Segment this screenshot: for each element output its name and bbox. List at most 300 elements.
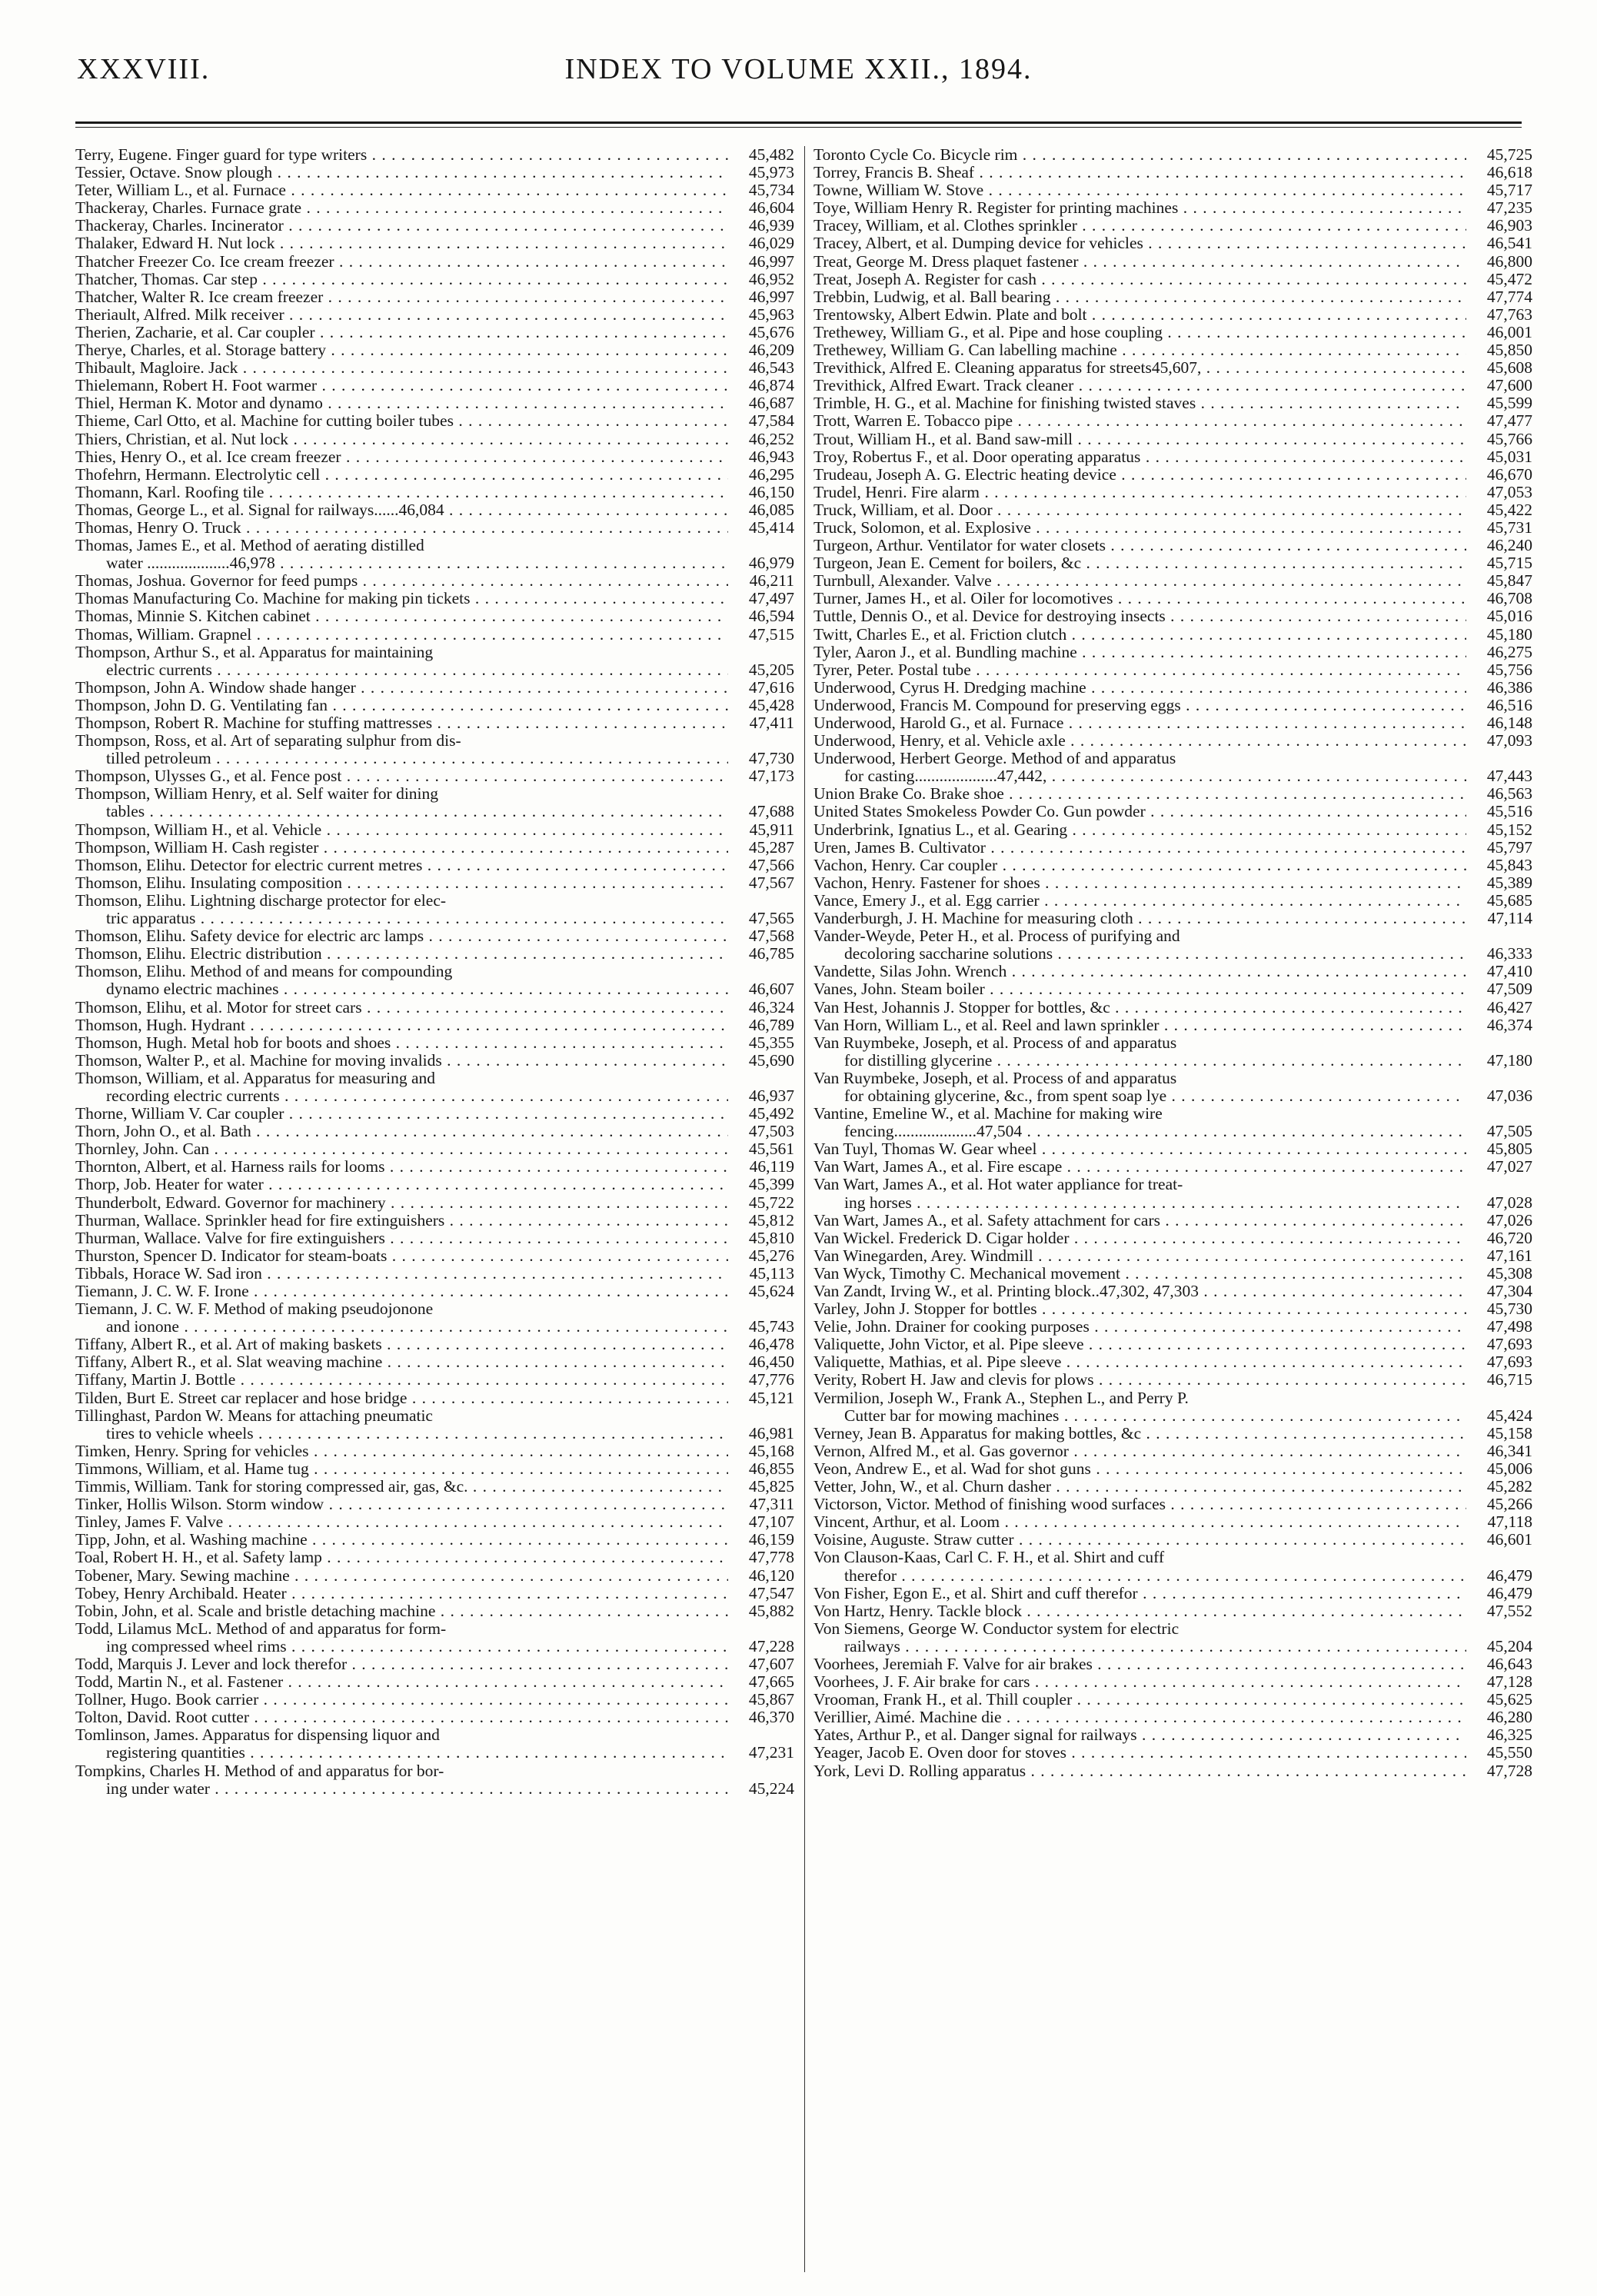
patent-number: 45,805 bbox=[1466, 1140, 1532, 1158]
patent-number: 47,567 bbox=[728, 874, 794, 892]
patent-number: 47,688 bbox=[728, 803, 794, 820]
patent-number: 47,180 bbox=[1466, 1052, 1532, 1070]
index-entry bbox=[75, 1247, 794, 1265]
index-entry bbox=[813, 164, 1532, 181]
patent-number: 45,152 bbox=[1466, 821, 1532, 839]
patent-number: 46,275 bbox=[1466, 644, 1532, 661]
index-entry bbox=[813, 1513, 1532, 1531]
index-entry bbox=[75, 999, 794, 1017]
patent-number: 46,159 bbox=[728, 1531, 794, 1549]
patent-number: 45,424 bbox=[1466, 1407, 1532, 1425]
index-entry-text: Theriault, Alfred. Milk receiver . . . bbox=[75, 306, 728, 324]
index-entry bbox=[813, 1158, 1532, 1176]
index-entry-continuation: electric currents . . . bbox=[106, 661, 728, 679]
index-entry bbox=[813, 324, 1532, 341]
index-entry bbox=[813, 910, 1532, 927]
index-entry-text: Van Horn, William L., et al. Reel and lawn sprinkler . . . bbox=[813, 1017, 1466, 1034]
index-entry bbox=[813, 1726, 1532, 1744]
patent-number: 47,026 bbox=[1466, 1212, 1532, 1230]
index-entry bbox=[813, 253, 1532, 271]
index-entry bbox=[813, 537, 1532, 554]
index-entry bbox=[813, 1140, 1532, 1158]
patent-number: 45,722 bbox=[728, 1194, 794, 1212]
index-entry-text: Van Wickel. Frederick D. Cigar holder . . . bbox=[813, 1230, 1466, 1247]
patent-number: 47,509 bbox=[1466, 980, 1532, 998]
patent-number: 46,120 bbox=[728, 1567, 794, 1585]
index-entry-text: Tiffany, Martin J. Bottle . . . bbox=[75, 1371, 728, 1389]
index-entry bbox=[75, 554, 794, 572]
patent-number: 45,825 bbox=[728, 1478, 794, 1496]
index-entry bbox=[75, 1034, 794, 1052]
patent-number: 46,874 bbox=[728, 377, 794, 394]
index-entry-text: Trudel, Henri. Fire alarm . . . bbox=[813, 484, 1466, 501]
index-entry-first-line: Van Ruymbeke, Joseph, et al. Process of and apparatus bbox=[813, 1069, 1177, 1087]
index-entry bbox=[75, 288, 794, 306]
index-entry-text: Thompson, William H., et al. Vehicle . . . bbox=[75, 821, 728, 839]
patent-number: 45,766 bbox=[1466, 431, 1532, 448]
patent-number: 47,552 bbox=[1466, 1602, 1532, 1620]
index-entry-text: Timmons, William, et al. Hame tug . . . bbox=[75, 1460, 728, 1478]
patent-number: 46,979 bbox=[728, 554, 794, 572]
index-entry bbox=[813, 377, 1532, 394]
index-entry-text: Thornton, Albert, et al. Harness rails for looms . . . bbox=[75, 1158, 728, 1176]
index-entry-text: Thomson, Elihu. Detector for electric current metres . . . bbox=[75, 857, 728, 874]
patent-number: 47,477 bbox=[1466, 412, 1532, 430]
patent-number: 46,855 bbox=[728, 1460, 794, 1478]
index-entry-first-line: Thompson, Arthur S., et al. Apparatus for maintaining bbox=[75, 643, 434, 661]
patent-number: 46,324 bbox=[728, 999, 794, 1017]
index-entry bbox=[813, 644, 1532, 661]
index-entry-text: Therye, Charles, et al. Storage battery . . . bbox=[75, 341, 728, 359]
index-entry bbox=[813, 412, 1532, 430]
index-entry bbox=[813, 980, 1532, 998]
index-entry-continuation: for obtaining glycerine, &c., from spent soap lye . . . bbox=[844, 1087, 1466, 1105]
index-entry-continuation: registering quantities . . . bbox=[106, 1744, 728, 1762]
patent-number: 45,797 bbox=[1466, 839, 1532, 857]
index-entry bbox=[813, 1052, 1532, 1070]
index-entry bbox=[75, 821, 794, 839]
patent-number: 46,211 bbox=[728, 572, 794, 590]
index-entry bbox=[75, 217, 794, 235]
patent-number: 46,240 bbox=[1466, 537, 1532, 554]
index-entry bbox=[75, 1602, 794, 1620]
patent-number: 45,428 bbox=[728, 697, 794, 714]
index-entry-continuation: ing compressed wheel rims . . . bbox=[106, 1638, 728, 1655]
index-entry bbox=[75, 839, 794, 857]
index-entry-text: Thielemann, Robert H. Foot warmer . . . bbox=[75, 377, 728, 394]
index-entry bbox=[813, 1371, 1532, 1389]
index-entry bbox=[75, 1017, 794, 1034]
index-entry-continuation: dynamo electric machines . . . bbox=[106, 980, 728, 998]
index-entry-first-line: Thomson, William, et al. Apparatus for measuring and bbox=[75, 1069, 436, 1087]
index-entry-text: Trethewey, William G. Can labelling machine . . . bbox=[813, 341, 1466, 359]
index-entry-text: Thomson, Elihu. Insulating composition . . . bbox=[75, 874, 728, 892]
index-entry-text: Thalaker, Edward H. Nut lock . . . bbox=[75, 235, 728, 252]
index-entry-text: Underwood, Francis M. Compound for preserving eggs . . . bbox=[813, 697, 1466, 714]
index-entry bbox=[813, 1265, 1532, 1283]
index-entry-text: Turnbull, Alexander. Valve . . . bbox=[813, 572, 1466, 590]
index-entry-continuation: therefor . . . bbox=[844, 1567, 1466, 1585]
patent-number: 46,450 bbox=[728, 1353, 794, 1371]
index-entry-continuation: tires to vehicle wheels . . . bbox=[106, 1425, 728, 1442]
patent-number: 46,594 bbox=[728, 607, 794, 625]
patent-number: 47,411 bbox=[728, 714, 794, 732]
index-entry bbox=[813, 1283, 1532, 1300]
index-entry-text: Thorp, Job. Heater for water . . . bbox=[75, 1176, 728, 1193]
patent-number: 47,228 bbox=[728, 1638, 794, 1655]
patent-number: 47,776 bbox=[728, 1371, 794, 1389]
index-entry-text: Thomson, Hugh. Hydrant . . . bbox=[75, 1017, 728, 1034]
index-entry bbox=[813, 1709, 1532, 1726]
patent-number: 45,472 bbox=[1466, 271, 1532, 288]
index-entry bbox=[75, 1460, 794, 1478]
index-entry bbox=[75, 1230, 794, 1247]
index-entry bbox=[813, 1531, 1532, 1549]
patent-number: 46,325 bbox=[1466, 1726, 1532, 1744]
patent-number: 47,584 bbox=[728, 412, 794, 430]
index-entry bbox=[75, 1087, 794, 1105]
index-entry-text: Thomas, William. Grapnel . . . bbox=[75, 626, 728, 644]
index-entry-text: Torrey, Francis B. Sheaf . . . bbox=[813, 164, 1466, 181]
patent-number: 47,503 bbox=[728, 1123, 794, 1140]
index-entry-text: Underwood, Cyrus H. Dredging machine . . . bbox=[813, 679, 1466, 697]
index-entry bbox=[813, 1300, 1532, 1318]
index-entry bbox=[75, 181, 794, 199]
index-entry-first-line: Thompson, Ross, et al. Art of separating sulphur from dis- bbox=[75, 732, 461, 750]
patent-number: 46,085 bbox=[728, 501, 794, 519]
index-entry-text: Truck, Solomon, et al. Explosive . . . bbox=[813, 519, 1466, 537]
index-entry-first-line: Underwood, Herbert George. Method of and apparatus bbox=[813, 750, 1176, 768]
patent-number: 45,599 bbox=[1466, 394, 1532, 412]
index-entry-text: Thompson, John A. Window shade hanger . . . bbox=[75, 679, 728, 697]
patent-number: 45,016 bbox=[1466, 607, 1532, 625]
index-entry bbox=[813, 466, 1532, 484]
index-entry bbox=[813, 892, 1532, 910]
index-entry bbox=[75, 1638, 794, 1655]
index-entry bbox=[813, 607, 1532, 625]
index-entry-text: Thurman, Wallace. Sprinkler head for fire extinguishers . . . bbox=[75, 1212, 728, 1230]
index-entry bbox=[813, 767, 1532, 785]
patent-number: 47,093 bbox=[1466, 732, 1532, 750]
index-entry-text: Teter, William L., et al. Furnace . . . bbox=[75, 181, 728, 199]
index-entry-text: Thomson, Hugh. Metal hob for boots and shoes . . . bbox=[75, 1034, 728, 1052]
index-entry-first-line: Tomlinson, James. Apparatus for dispensing liquor and bbox=[75, 1726, 440, 1745]
index-entry-text: Von Hartz, Henry. Tackle block . . . bbox=[813, 1602, 1466, 1620]
index-entry-first-line: Thomas, James E., et al. Method of aerating distilled bbox=[75, 537, 424, 555]
patent-number: 45,843 bbox=[1466, 857, 1532, 874]
index-entry bbox=[75, 324, 794, 341]
index-entry bbox=[75, 341, 794, 359]
index-entry-text: Tilden, Burt E. Street car replacer and hose bridge . . . bbox=[75, 1389, 728, 1407]
patent-number: 47,036 bbox=[1466, 1087, 1532, 1105]
index-entry-text: Trott, Warren E. Tobacco pipe . . . bbox=[813, 412, 1466, 430]
patent-number: 46,789 bbox=[728, 1017, 794, 1034]
patent-number: 47,027 bbox=[1466, 1158, 1532, 1176]
patent-number: 46,001 bbox=[1466, 324, 1532, 341]
patent-number: 45,730 bbox=[1466, 1300, 1532, 1318]
index-entry bbox=[75, 572, 794, 590]
index-entry-text: Vachon, Henry. Fastener for shoes . . . bbox=[813, 874, 1466, 892]
patent-number: 46,150 bbox=[728, 484, 794, 501]
patent-number: 45,113 bbox=[728, 1265, 794, 1283]
index-entry-text: Van Winegarden, Arey. Windmill . . . bbox=[813, 1247, 1466, 1265]
index-entry bbox=[813, 1353, 1532, 1371]
patent-number: 45,414 bbox=[728, 519, 794, 537]
index-entry bbox=[75, 519, 794, 537]
patent-number: 47,763 bbox=[1466, 306, 1532, 324]
index-entry-first-line: Van Wart, James A., et al. Hot water appliance for treat- bbox=[813, 1176, 1183, 1194]
index-entry bbox=[75, 359, 794, 377]
index-entry-text: Tyrer, Peter. Postal tube . . . bbox=[813, 661, 1466, 679]
index-entry-first-line: Von Siemens, George W. Conductor system for electric bbox=[813, 1619, 1179, 1638]
index-entry-text: Vetter, John, W., et al. Churn dasher . . . bbox=[813, 1478, 1466, 1496]
index-entry-text: Thurston, Spencer D. Indicator for steam-boats . . . bbox=[75, 1247, 728, 1265]
index-entry-text: Thunderbolt, Edward. Governor for machinery . . . bbox=[75, 1194, 728, 1212]
index-entry bbox=[813, 821, 1532, 839]
index-entry-text: Thomson, Walter P., et al. Machine for moving invalids . . . bbox=[75, 1052, 728, 1070]
patent-number: 45,121 bbox=[728, 1389, 794, 1407]
index-entry bbox=[75, 1140, 794, 1158]
page-header bbox=[77, 52, 1520, 98]
index-entry-text: Van Wart, James A., et al. Fire escape . . . bbox=[813, 1158, 1466, 1176]
patent-number: 47,410 bbox=[1466, 963, 1532, 980]
index-entry-text: Von Fisher, Egon E., et al. Shirt and cuff therefor . . . bbox=[813, 1585, 1466, 1602]
index-entry-text: Tiemann, J. C. W. F. Irone . . . bbox=[75, 1283, 728, 1300]
patent-number: 46,479 bbox=[1466, 1585, 1532, 1602]
index-entry-text: Toal, Robert H. H., et al. Safety lamp . . . bbox=[75, 1549, 728, 1566]
index-entry bbox=[813, 235, 1532, 252]
index-entry bbox=[75, 927, 794, 945]
index-entry-text: Trebbin, Ludwig, et al. Ball bearing . . . bbox=[813, 288, 1466, 306]
patent-number: 46,119 bbox=[728, 1158, 794, 1176]
patent-number: 45,516 bbox=[1466, 803, 1532, 820]
patent-number: 47,774 bbox=[1466, 288, 1532, 306]
index-entry-text: Timmis, William. Tank for storing compressed air, gas, &c. . . . bbox=[75, 1478, 728, 1496]
index-entry-text: Thompson, John D. G. Ventilating fan . . . bbox=[75, 697, 728, 714]
patent-number: 47,118 bbox=[1466, 1513, 1532, 1531]
index-entry bbox=[75, 590, 794, 607]
index-entry bbox=[75, 1513, 794, 1531]
patent-number: 47,304 bbox=[1466, 1283, 1532, 1300]
index-entry-text: Trentowsky, Albert Edwin. Plate and bolt . . . bbox=[813, 306, 1466, 324]
patent-number: 46,903 bbox=[1466, 217, 1532, 235]
patent-number: 45,812 bbox=[728, 1212, 794, 1230]
index-entry bbox=[813, 448, 1532, 466]
patent-number: 46,997 bbox=[728, 253, 794, 271]
index-entry-text: Thomann, Karl. Roofing tile . . . bbox=[75, 484, 728, 501]
index-entry bbox=[75, 750, 794, 767]
patent-number: 45,205 bbox=[728, 661, 794, 679]
patent-number: 45,224 bbox=[728, 1780, 794, 1798]
index-entry-text: Thatcher Freezer Co. Ice cream freezer . . . bbox=[75, 253, 728, 271]
index-entry bbox=[75, 1283, 794, 1300]
index-entry bbox=[813, 1638, 1532, 1655]
index-entry bbox=[75, 697, 794, 714]
index-column-left bbox=[75, 146, 794, 1798]
patent-number: 47,665 bbox=[728, 1673, 794, 1691]
index-entry bbox=[75, 199, 794, 217]
index-entry-text: Trout, William H., et al. Band saw-mill . . . bbox=[813, 431, 1466, 448]
index-entry-continuation: water ....................46,978 . . . bbox=[106, 554, 728, 572]
index-entry bbox=[75, 253, 794, 271]
patent-number: 45,550 bbox=[1466, 1744, 1532, 1762]
index-entry bbox=[813, 484, 1532, 501]
index-entry-text: Thieme, Carl Otto, et al. Machine for cutting boiler tubes . . . bbox=[75, 412, 728, 430]
index-entry-first-line: Tompkins, Charles H. Method of and apparatus for bor- bbox=[75, 1762, 444, 1780]
index-entry-text: Tracey, William, et al. Clothes sprinkler . . . bbox=[813, 217, 1466, 235]
index-entry-continuation: Cutter bar for mowing machines . . . bbox=[844, 1407, 1466, 1425]
patent-number: 45,355 bbox=[728, 1034, 794, 1052]
index-entry-text: Union Brake Co. Brake shoe . . . bbox=[813, 785, 1466, 803]
index-entry-text: Thomson, Elihu. Electric distribution . . . bbox=[75, 945, 728, 963]
index-entry bbox=[75, 1549, 794, 1566]
index-entry bbox=[813, 963, 1532, 980]
index-entry bbox=[75, 412, 794, 430]
index-entry bbox=[813, 732, 1532, 750]
index-entry bbox=[75, 1265, 794, 1283]
index-entry-text: Towne, William W. Stove . . . bbox=[813, 181, 1466, 199]
patent-number: 45,608 bbox=[1466, 359, 1532, 377]
index-entry bbox=[75, 1478, 794, 1496]
index-entry-text: Tobin, John, et al. Scale and bristle detaching machine . . . bbox=[75, 1602, 728, 1620]
index-entry bbox=[75, 1176, 794, 1193]
patent-number: 46,601 bbox=[1466, 1531, 1532, 1549]
index-entry-text: Tinker, Hollis Wilson. Storm window . . . bbox=[75, 1496, 728, 1513]
patent-number: 45,266 bbox=[1466, 1496, 1532, 1513]
index-entry-text: Veon, Andrew E., et al. Wad for shot guns . . . bbox=[813, 1460, 1466, 1478]
patent-number: 45,743 bbox=[728, 1318, 794, 1336]
index-entry-text: Thompson, Robert R. Machine for stuffing mattresses . . . bbox=[75, 714, 728, 732]
index-entry bbox=[813, 199, 1532, 217]
index-entry bbox=[813, 146, 1532, 164]
index-entry-text: Thiers, Christian, et al. Nut lock . . . bbox=[75, 431, 728, 448]
index-entry bbox=[75, 448, 794, 466]
patent-number: 46,943 bbox=[728, 448, 794, 466]
index-entry bbox=[75, 1389, 794, 1407]
index-entry-text: Verity, Robert H. Jaw and clevis for plows . . . bbox=[813, 1371, 1466, 1389]
index-entry-text: Underwood, Henry, et al. Vehicle axle . . . bbox=[813, 732, 1466, 750]
index-entry bbox=[813, 572, 1532, 590]
patent-number: 45,168 bbox=[728, 1442, 794, 1460]
patent-number: 46,939 bbox=[728, 217, 794, 235]
column-divider bbox=[804, 146, 805, 2272]
index-entry-continuation: fencing....................47,504 . . . bbox=[844, 1123, 1466, 1140]
index-entry-text: Therien, Zacharie, et al. Car coupler . . . bbox=[75, 324, 728, 341]
index-entry bbox=[813, 431, 1532, 448]
patent-number: 47,568 bbox=[728, 927, 794, 945]
index-entry bbox=[75, 1496, 794, 1513]
index-entry-text: Turgeon, Jean E. Cement for boilers, &c . . . bbox=[813, 554, 1466, 572]
index-entry bbox=[75, 394, 794, 412]
index-entry-text: Tracey, Albert, et al. Dumping device for vehicles . . . bbox=[813, 235, 1466, 252]
index-entry-text: Trevithick, Alfred Ewart. Track cleaner . . . bbox=[813, 377, 1466, 394]
index-entry-text: Yeager, Jacob E. Oven door for stoves . . . bbox=[813, 1744, 1466, 1762]
patent-number: 45,734 bbox=[728, 181, 794, 199]
index-entry bbox=[75, 466, 794, 484]
index-entry-text: Van Wyck, Timothy C. Mechanical movement . . . bbox=[813, 1265, 1466, 1283]
index-entry-text: Treat, George M. Dress plaquet fastener . . . bbox=[813, 253, 1466, 271]
patent-number: 47,497 bbox=[728, 590, 794, 607]
index-entry-text: Timken, Henry. Spring for vehicles . . . bbox=[75, 1442, 728, 1460]
patent-number: 47,607 bbox=[728, 1655, 794, 1673]
index-entry-text: Thorne, William V. Car coupler . . . bbox=[75, 1105, 728, 1123]
index-entry-text: Vachon, Henry. Car coupler . . . bbox=[813, 857, 1466, 874]
index-entry bbox=[813, 288, 1532, 306]
patent-number: 47,616 bbox=[728, 679, 794, 697]
index-entry-continuation: for casting....................47,442, . . . bbox=[844, 767, 1466, 785]
index-entry-text: Vandette, Silas John. Wrench . . . bbox=[813, 963, 1466, 980]
patent-number: 46,295 bbox=[728, 466, 794, 484]
header-rule-thin bbox=[75, 127, 1522, 128]
index-entry bbox=[813, 874, 1532, 892]
index-entry bbox=[75, 377, 794, 394]
index-entry-text: Vance, Emery J., et al. Egg carrier . . . bbox=[813, 892, 1466, 910]
index-entry-text: Trimble, H. G., et al. Machine for finishing twisted staves . . . bbox=[813, 394, 1466, 412]
index-entry bbox=[813, 1655, 1532, 1673]
index-entry-continuation: for distilling glycerine . . . bbox=[844, 1052, 1466, 1070]
patent-number: 46,618 bbox=[1466, 164, 1532, 181]
index-entry bbox=[813, 1585, 1532, 1602]
index-entry-text: Treat, Joseph A. Register for cash . . . bbox=[813, 271, 1466, 288]
index-entry bbox=[813, 999, 1532, 1017]
patent-number: 47,311 bbox=[728, 1496, 794, 1513]
patent-number: 46,333 bbox=[1466, 945, 1532, 963]
patent-number: 46,952 bbox=[728, 271, 794, 288]
index-entry bbox=[813, 1017, 1532, 1034]
index-entry-text: Todd, Marquis J. Lever and lock therefor . . . bbox=[75, 1655, 728, 1673]
patent-number: 45,422 bbox=[1466, 501, 1532, 519]
index-entry bbox=[813, 1425, 1532, 1442]
patent-number: 46,643 bbox=[1466, 1655, 1532, 1673]
index-entry bbox=[813, 714, 1532, 732]
index-entry bbox=[75, 1425, 794, 1442]
index-entry-text: Toye, William Henry R. Register for printing machines . . . bbox=[813, 199, 1466, 217]
index-entry-text: Thomas, Minnie S. Kitchen cabinet . . . bbox=[75, 607, 728, 625]
index-entry bbox=[75, 1105, 794, 1123]
index-entry bbox=[75, 945, 794, 963]
index-entry bbox=[75, 1336, 794, 1353]
patent-number: 47,443 bbox=[1466, 767, 1532, 785]
index-entry-text: Thofehrn, Hermann. Electrolytic cell . . . bbox=[75, 466, 728, 484]
index-entry bbox=[813, 1194, 1532, 1212]
index-entry bbox=[813, 945, 1532, 963]
index-entry-text: Voorhees, Jeremiah F. Valve for air brakes . . . bbox=[813, 1655, 1466, 1673]
index-entry-text: Uren, James B. Cultivator . . . bbox=[813, 839, 1466, 857]
index-entry bbox=[75, 1691, 794, 1709]
index-entry bbox=[813, 1336, 1532, 1353]
patent-number: 45,006 bbox=[1466, 1460, 1532, 1478]
index-entry bbox=[75, 1531, 794, 1549]
index-entry-text: Vanes, John. Steam boiler . . . bbox=[813, 980, 1466, 998]
index-entry-continuation: tables . . . bbox=[106, 803, 728, 820]
patent-number: 47,161 bbox=[1466, 1247, 1532, 1265]
patent-number: 45,715 bbox=[1466, 554, 1532, 572]
index-entry-first-line: Vantine, Emeline W., et al. Machine for making wire bbox=[813, 1105, 1163, 1123]
index-entry bbox=[813, 839, 1532, 857]
index-entry bbox=[75, 306, 794, 324]
index-entry-first-line: Thomson, Elihu. Lightning discharge protector for elec- bbox=[75, 891, 447, 910]
index-entry-text: Thomson, Elihu, et al. Motor for street cars . . . bbox=[75, 999, 728, 1017]
patent-number: 46,997 bbox=[728, 288, 794, 306]
patent-number: 45,676 bbox=[728, 324, 794, 341]
index-entry-text: Thatcher, Thomas. Car step . . . bbox=[75, 271, 728, 288]
index-entry-text: Thackeray, Charles. Incinerator . . . bbox=[75, 217, 728, 235]
index-entry-text: Thatcher, Walter R. Ice cream freezer . . . bbox=[75, 288, 728, 306]
index-entry bbox=[75, 501, 794, 519]
index-entry bbox=[813, 554, 1532, 572]
index-entry-text: Thompson, Ulysses G., et al. Fence post . . . bbox=[75, 767, 728, 785]
index-entry-continuation: ing under water . . . bbox=[106, 1780, 728, 1798]
